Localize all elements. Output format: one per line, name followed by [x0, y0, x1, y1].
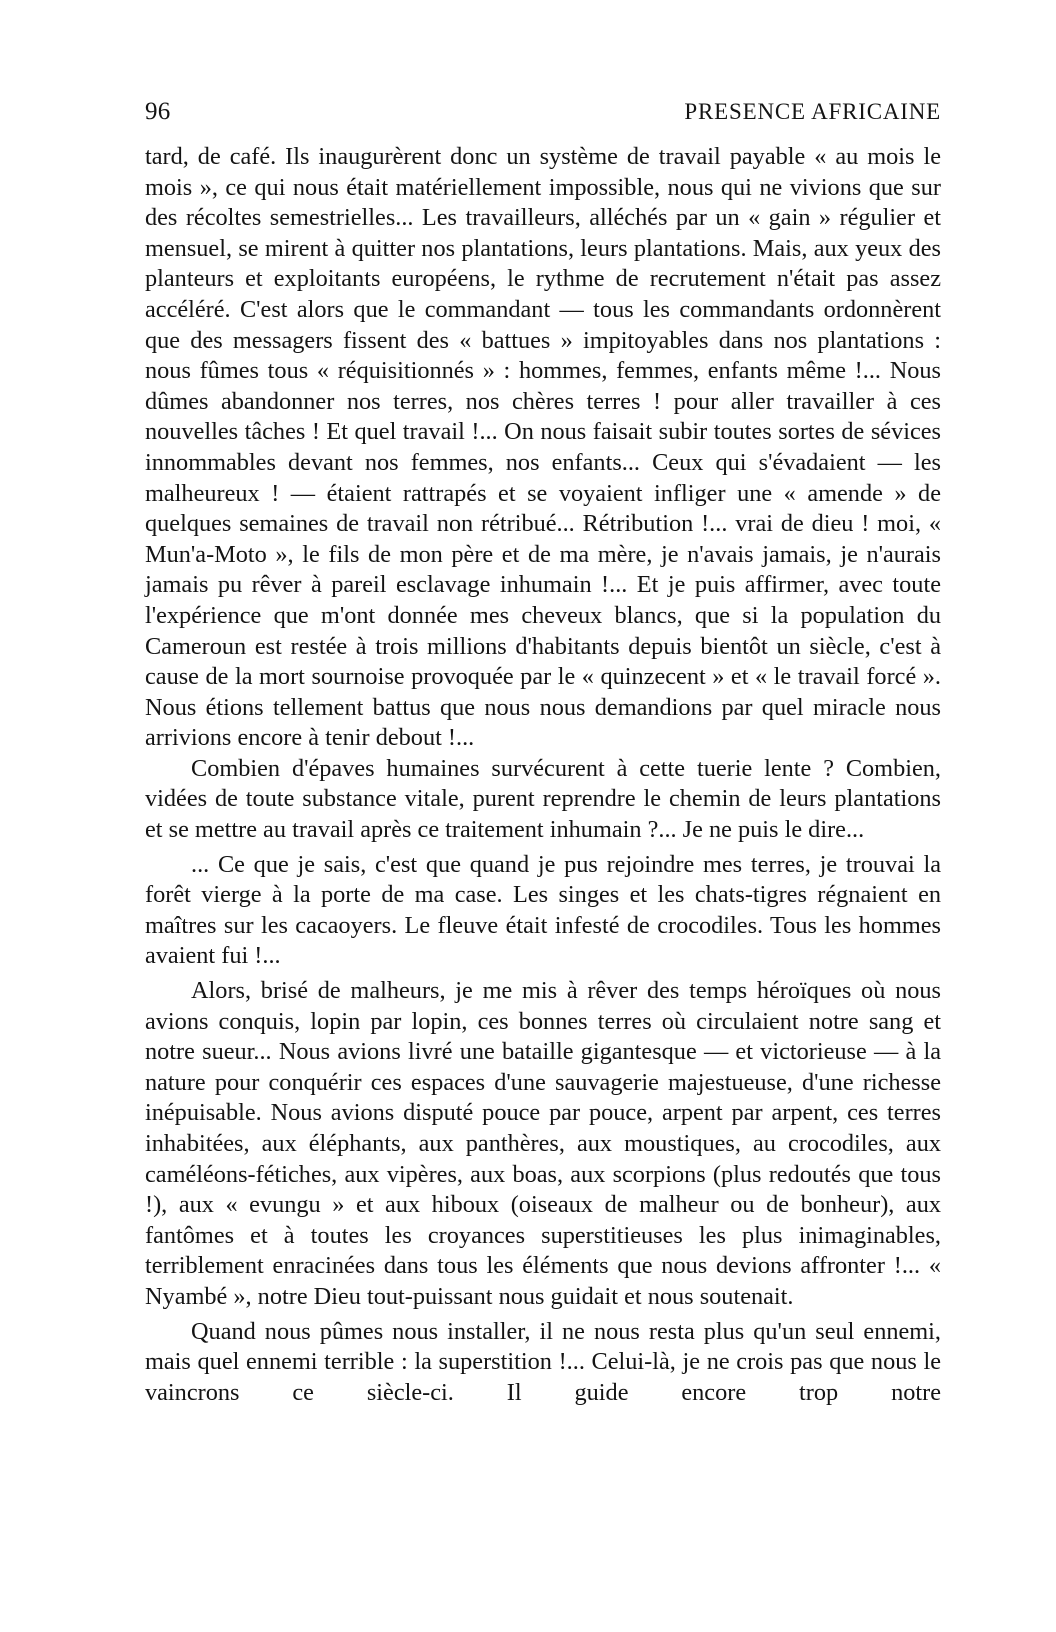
paragraph-3: ... Ce que je sais, c'est que quand je pus rejoindre mes terres, je trouvai la forêt vierge à la porte de ma case. Les singes et les chats-tigres régnaient en maîtres sur les cacaoyers. Le fleuve était infesté de crocodiles. Tous les hommes avaient fui !...: [145, 850, 941, 970]
book-page: [145, 98, 941, 1408]
paragraph-1: tard, de café. Ils inaugurèrent donc un système de travail payable « au mois le mois », ce qui nous était matériellement impossible, nous qui ne vivions que sur des récoltes semestrielles... Les travailleurs, alléchés par un « gain » régulier et mensuel, se mirent à quitter nos plantations, leurs plantations. Mais, aux yeux des planteurs et exploitants européens, le rythme de recrutement n'était pas assez accéléré. C'est alors que le commandant — tous les commandants ordonnèrent que des messagers fissent des « battues » impitoyables dans nos plantations : nous fûmes tous « réquisitionnés » : hommes, femmes, enfants même !... Nous dûmes abandonner nos terres, nos chères terres ! pour aller travailler à ces nouvelles tâches ! Et quel travail !... On nous faisait subir toutes sortes de sévices innommables devant nos femmes, nos enfants... Ceux qui s'évadaient — les malheureux ! — étaient rattrapés et se voyaient infliger une « amende » de quelques semaines de travail non rétribué... Rétribution !... vrai de dieu ! moi, « Mun'a-Moto », le fils de mon père et de ma mère, je n'avais jamais, je n'aurais jamais pu rêver à pareil esclavage inhumain !... Et je puis affirmer, avec toute l'expérience que m'ont donnée mes cheveux blancs, que si la population du Cameroun est restée à trois millions d'habitants depuis bientôt un siècle, c'est à cause de la mort sournoise provoquée par le « quinzecent » et « le travail forcé ». Nous étions tellement battus que nous nous demandions par quel miracle nous arrivions encore à tenir debout !...: [145, 143, 941, 752]
paragraph-4: Alors, brisé de malheurs, je me mis à rêver des temps héroïques où nous avions conquis, lopin par lopin, ces bonnes terres où circulaient notre sang et notre sueur... Nous avions livré une bataille gigantesque — et victorieuse — à la nature pour conquérir ces espaces d'une sauvagerie majestueuse, d'une richesse inépuisable. Nous avions disputé pouce par pouce, arpent par arpent, ces terres inhabitées, aux éléphants, aux panthères, aux moustiques, au crocodiles, aux caméléons-fétiches, aux vipères, aux boas, aux scorpions (plus redoutés que tous !), aux « evungu » et aux hiboux (oiseaux de malheur ou de bonheur), aux fantômes et à toutes les croyances superstitieuses les plus inimaginables, terriblement enracinées dans tous les éléments que nous devions affronter !... « Nyambé », notre Dieu tout-puissant nous guidait et nous soutenait.: [145, 977, 941, 1310]
body-text: [145, 142, 941, 1408]
running-title: PRESENCE AFRICAINE: [684, 99, 941, 124]
paragraph-2: Combien d'épaves humaines survécurent à cette tuerie lente ? Combien, vidées de toute substance vitale, purent reprendre le chemin de leurs plantations et se mettre au travail après ce traitement inhumain ?... Je ne puis le dire...: [145, 754, 941, 844]
running-head: [145, 98, 941, 142]
paragraph-5: Quand nous pûmes nous installer, il ne nous resta plus qu'un seul ennemi, mais quel ennemi terrible : la superstition !... Celui-là, je ne crois pas que nous le vaincrons ce siècle-ci. Il guide encore trop notre: [145, 1317, 941, 1406]
page-number: 96: [145, 98, 171, 125]
